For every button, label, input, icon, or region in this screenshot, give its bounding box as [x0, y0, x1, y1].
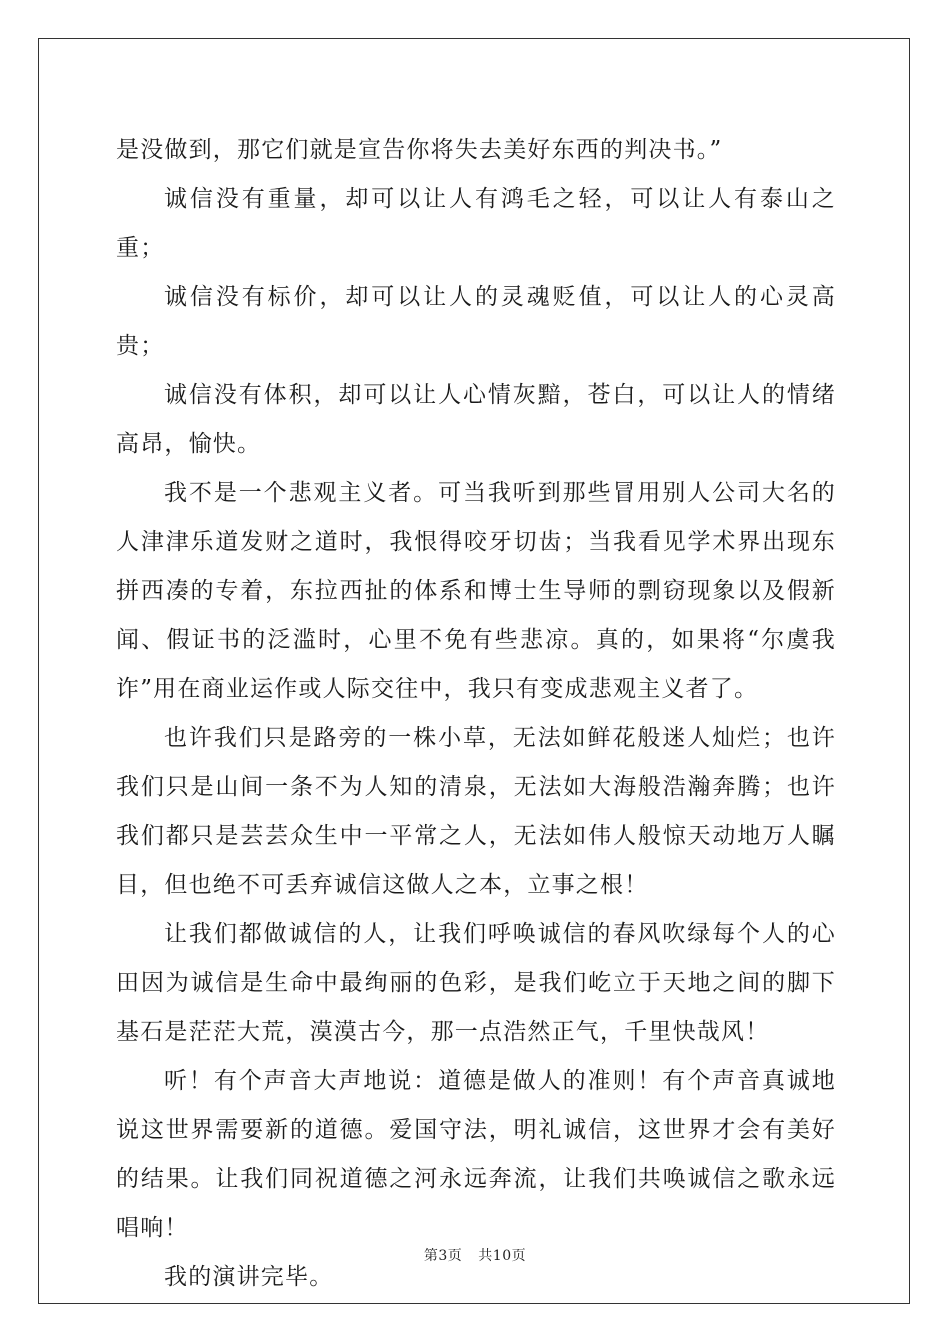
paragraph: 听！有个声音大声地说：道德是做人的准则！有个声音真诚地说这世界需要新的道德。爱国守法，明礼诚信，这世界才会有美好的结果。让我们同祝道德之河永远奔流，让我们共唤诚信之歌永远唱响！	[116, 1068, 836, 1241]
paragraph: 让我们都做诚信的人，让我们呼唤诚信的春风吹绿每个人的心田因为诚信是生命中最绚丽的色彩，是我们屹立于天地之间的脚下基石是茫茫大荒，漠漠古今，那一点浩然正气，千里快哉风！	[116, 921, 836, 1045]
document-body	[116, 126, 836, 1302]
page-number: 第3页	[423, 1248, 463, 1264]
paragraph: 我的演讲完毕。	[164, 1264, 334, 1290]
paragraph: 诚信没有标价，却可以让人的灵魂贬值，可以让人的心灵高贵；	[116, 284, 836, 359]
paragraph: 是没做到，那它们就是宣告你将失去美好东西的判决书。”	[116, 137, 723, 163]
paragraph: 诚信没有体积，却可以让人心情灰黯，苍白，可以让人的情绪高昂，愉快。	[116, 382, 836, 457]
page-total: 共10页	[478, 1248, 527, 1264]
paragraph: 也许我们只是路旁的一株小草，无法如鲜花般迷人灿烂；也许我们只是山间一条不为人知的清泉，无法如大海般浩瀚奔腾；也许我们都只是芸芸众生中一平常之人，无法如伟人般惊天动地万人瞩目，但也绝不可丢弃诚信这做人之本，立事之根！	[116, 725, 836, 898]
paragraph: 我不是一个悲观主义者。可当我听到那些冒用别人公司大名的人津津乐道发财之道时，我恨得咬牙切齿；当我看见学术界出现东拼西凑的专着，东拉西扯的体系和博士生导师的剽窃现象以及假新闻、假证书的泛滥时，心里不免有些悲凉。真的，如果将“尔虞我诈”用在商业运作或人际交往中，我只有变成悲观主义者了。	[116, 480, 836, 702]
page-footer	[0, 1245, 950, 1265]
paragraph: 诚信没有重量，却可以让人有鸿毛之轻，可以让人有泰山之重；	[116, 186, 836, 261]
